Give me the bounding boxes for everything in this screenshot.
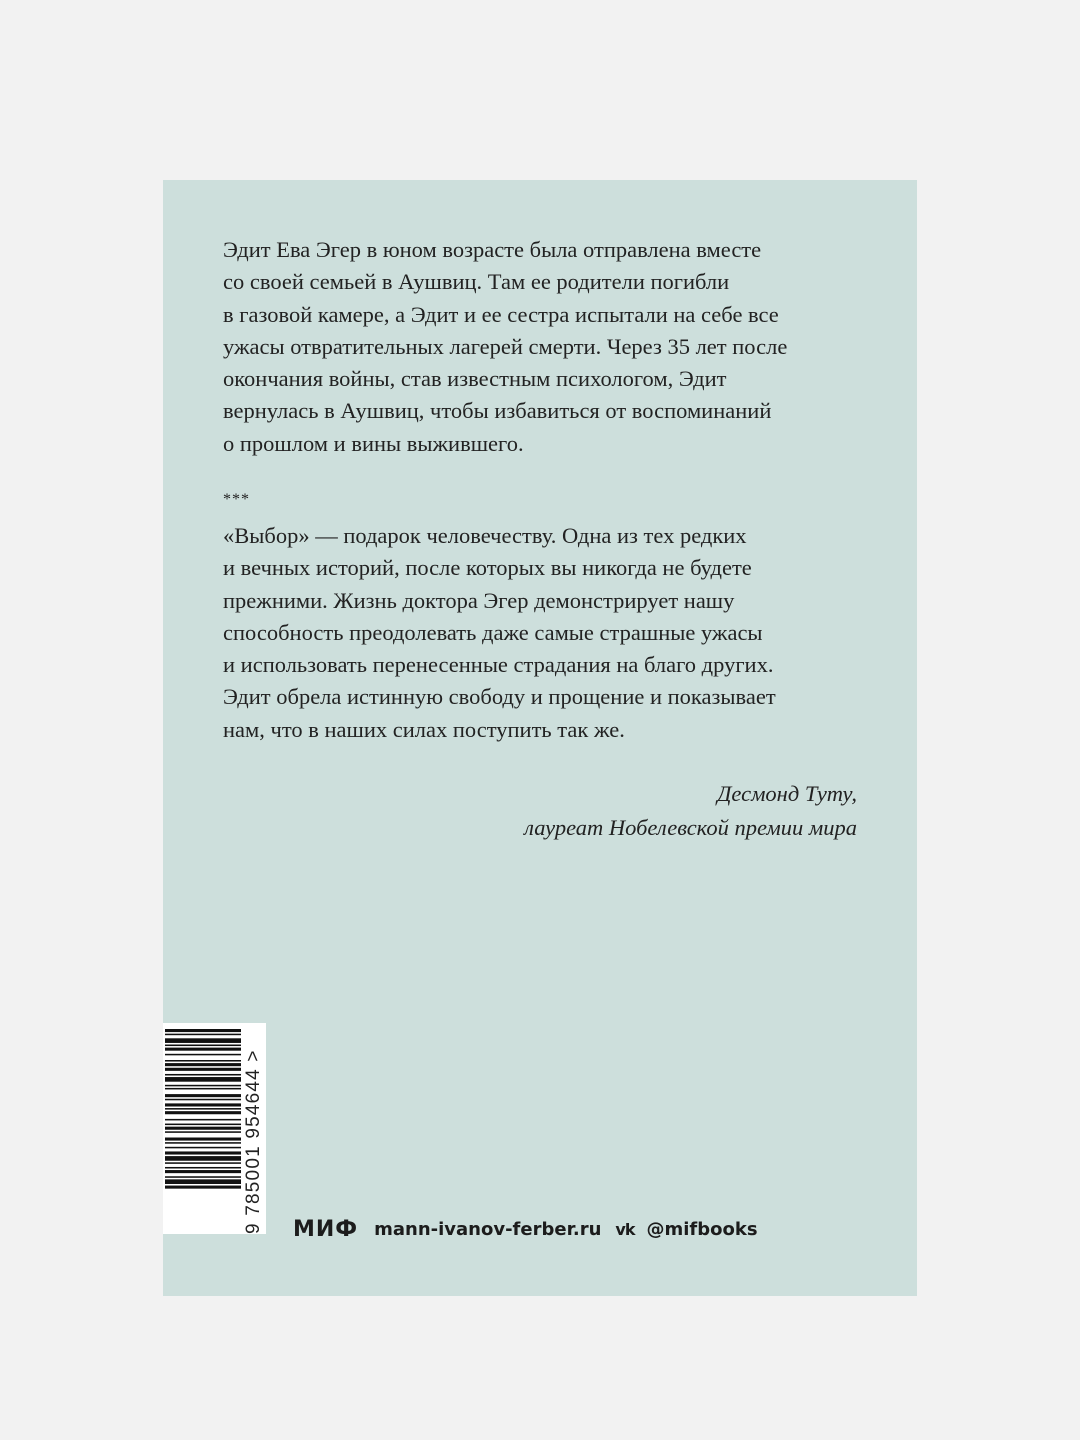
- barcode-bar: [165, 1054, 241, 1056]
- text-line: вернулась в Аушвиц, чтобы избавиться от воспоминаний: [223, 398, 772, 424]
- text-line: Эдит Ева Эгер в юном возрасте была отправлена вместе: [223, 237, 762, 262]
- quote-paragraph: [223, 520, 863, 746]
- barcode-bar: [165, 1124, 241, 1126]
- barcode-bar: [165, 1162, 241, 1164]
- barcode-bar: [165, 1127, 241, 1130]
- barcode-bar: [165, 1034, 241, 1036]
- barcode-bar: [165, 1103, 241, 1106]
- publisher-website[interactable]: mann-ivanov-ferber.ru: [374, 1218, 602, 1240]
- barcode-bar: [165, 1170, 241, 1173]
- text-line: «Выбор» — подарок человечеству. Одна из тех редких: [223, 523, 747, 548]
- barcode-bar: [165, 1138, 241, 1141]
- barcode-bar: [165, 1108, 241, 1110]
- text-line: и вечных историй, после которых вы никогда не будете: [223, 555, 752, 581]
- barcode-bar: [165, 1094, 241, 1097]
- barcode-bar: [165, 1111, 241, 1114]
- publisher-logo: МИФ: [293, 1216, 359, 1242]
- barcode-bar: [165, 1063, 241, 1066]
- book-back-cover: [163, 180, 917, 1296]
- barcode-bar: [165, 1074, 241, 1076]
- text-line: прежними. Жизнь доктора Эгер демонстрирует нашу: [223, 587, 735, 613]
- text-line: в газовой камере, а Эдит и ее сестра испытали на себе все: [223, 301, 779, 327]
- barcode-bar: [165, 1099, 241, 1101]
- barcode-bar: [165, 1147, 241, 1149]
- text-line: Эдит обрела истинную свободу и прощение и показывает: [223, 684, 776, 710]
- text-line: ужасы отвратительных лагерей смерти. Через 35 лет после: [223, 333, 788, 359]
- social-handle[interactable]: @mifbooks: [646, 1218, 758, 1240]
- vk-icon[interactable]: vk: [615, 1219, 635, 1239]
- text-line: со своей семьей в Аушвиц. Там ее родители погибли: [223, 269, 730, 295]
- publisher-footer: [293, 1214, 758, 1244]
- barcode-bar: [165, 1131, 241, 1133]
- barcode-bar: [165, 1068, 241, 1071]
- barcode-bar: [165, 1167, 241, 1169]
- barcode-bar: [165, 1085, 241, 1087]
- isbn-number: 9 785001 954644 >: [243, 1049, 264, 1234]
- barcode-bar: [165, 1119, 241, 1121]
- quote-attribution: [524, 777, 857, 845]
- barcode-bar: [165, 1176, 241, 1178]
- description-paragraph: [223, 234, 863, 460]
- section-separator: ***: [223, 491, 250, 508]
- barcode-bar: [165, 1060, 241, 1062]
- barcode-bar: [165, 1029, 241, 1032]
- barcode-bar: [165, 1048, 241, 1051]
- text-line: нам, что в наших силах поступить так же.: [223, 716, 625, 742]
- text-line: способность преодолевать даже самые страшные ужасы: [223, 619, 763, 645]
- barcode-bar: [165, 1142, 241, 1144]
- text-line: окончания войны, став известным психологом, Эдит: [223, 366, 727, 392]
- text-line: о прошлом и вины выжившего.: [223, 430, 524, 456]
- barcode-bar: [165, 1088, 241, 1090]
- text-line: и использовать перенесенные страдания на благо других.: [223, 652, 774, 678]
- barcode-bar: [165, 1077, 241, 1082]
- barcode-bar: [165, 1156, 241, 1161]
- barcode-bar: [165, 1151, 241, 1154]
- barcode-bar: [165, 1186, 241, 1189]
- barcode-bar: [165, 1179, 241, 1184]
- attribution-name: Десмонд Туту,: [717, 781, 857, 806]
- barcode-bar: [165, 1045, 241, 1047]
- attribution-title: лауреат Нобелевской премии мира: [524, 815, 857, 840]
- barcode-bar: [165, 1038, 241, 1043]
